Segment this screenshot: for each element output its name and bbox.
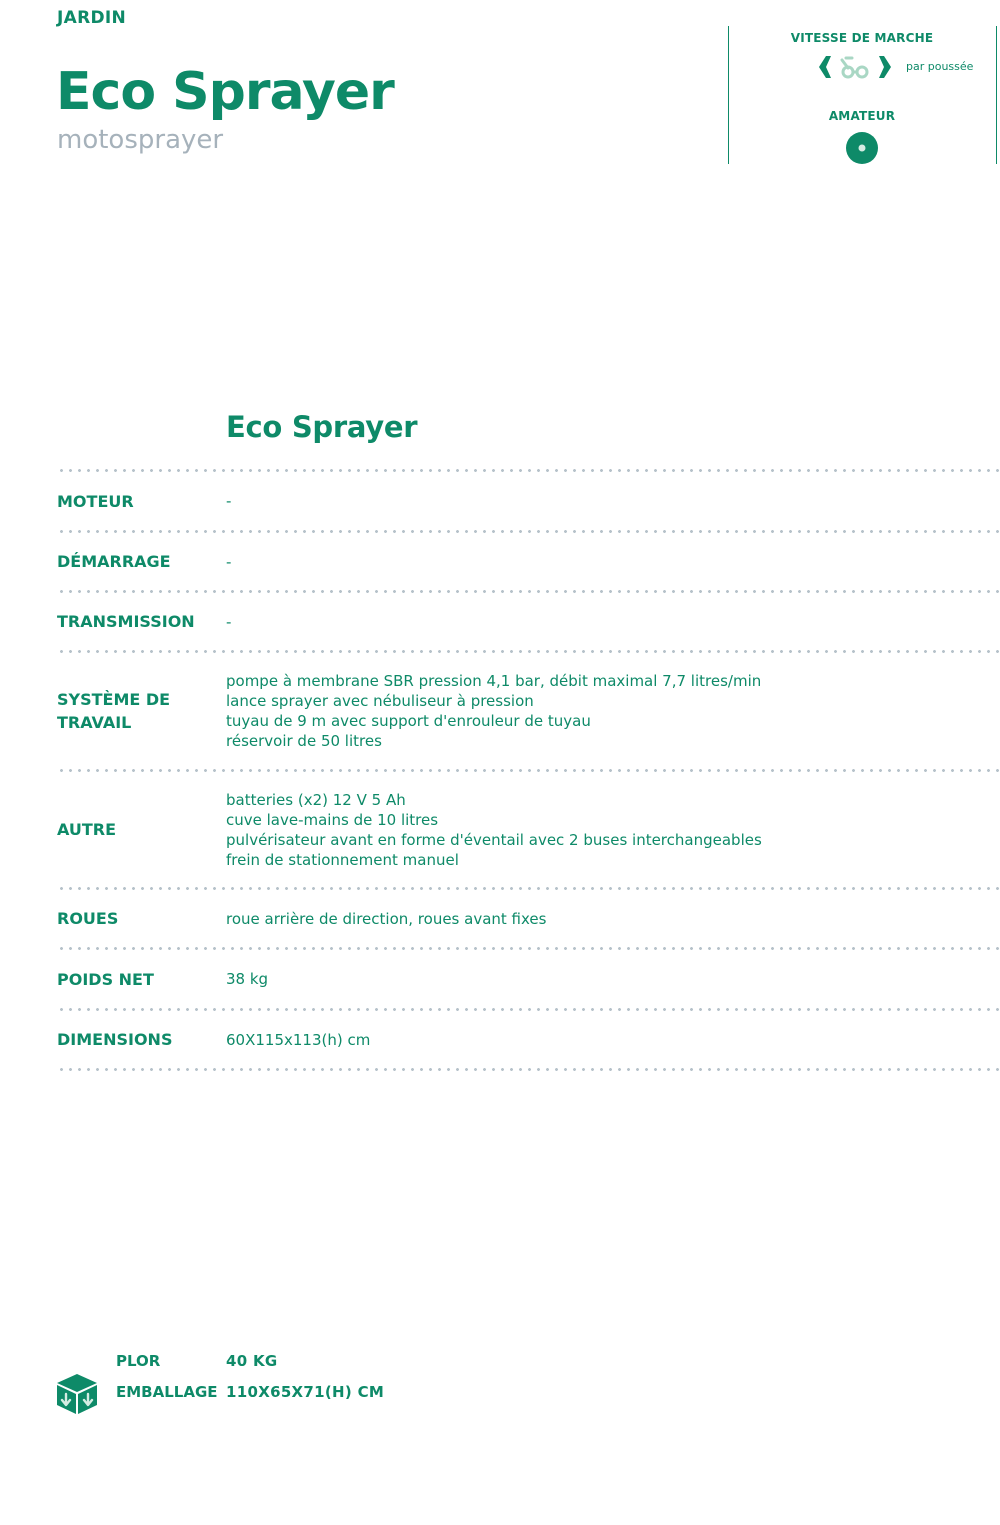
spec-value — [226, 671, 761, 751]
spec-line: - — [226, 492, 232, 510]
spec-row-moteur — [57, 472, 1000, 530]
speed-label: VITESSE DE MARCHE — [790, 31, 934, 45]
spec-model-title: Eco Sprayer — [226, 410, 418, 444]
row-separator — [57, 1068, 1000, 1071]
spec-label: MOTEUR — [57, 491, 134, 511]
spec-line: - — [226, 612, 232, 631]
spec-value — [226, 612, 231, 632]
product-subtitle: motosprayer — [57, 125, 224, 155]
product-title: Eco Sprayer — [56, 62, 394, 122]
spec-label: SYSTÈME DE TRAVAIL — [57, 690, 171, 732]
level-dot-icon — [845, 131, 879, 165]
spec-row-autre — [57, 772, 1000, 887]
spec-value — [226, 909, 546, 929]
spec-row-poids-net — [57, 950, 1000, 1008]
spec-row-transmission — [57, 593, 1000, 650]
spec-row-dimensions — [57, 1011, 1000, 1068]
spec-label: DÉMARRAGE — [57, 552, 171, 571]
badge-panel-right-border — [996, 26, 997, 164]
spec-label: TRANSMISSION — [57, 612, 195, 631]
spec-row-roues — [57, 890, 1000, 947]
package-size-value: 110X65X71(H) CM — [226, 1383, 385, 1401]
spec-label: DIMENSIONS — [57, 1030, 173, 1049]
spec-row-systeme-de-travail — [57, 653, 1000, 769]
spec-line: réservoir de 50 litres — [226, 732, 382, 750]
spec-line: lance sprayer avec nébuliseur à pression — [226, 692, 534, 710]
package-box-icon — [55, 1372, 99, 1416]
package-weight-label: PLOR — [116, 1352, 161, 1370]
level-label: AMATEUR — [828, 109, 896, 123]
spec-line: - — [226, 552, 232, 571]
spec-line: pompe à membrane SBR pression 4,1 bar, débit maximal 7,7 litres/min — [226, 672, 762, 690]
spec-line: tuyau de 9 m avec support d'enrouleur de tuyau — [226, 712, 591, 730]
speed-note: par poussée — [906, 60, 974, 73]
spec-line: cuve lave-mains de 10 litres — [226, 810, 439, 829]
spec-line: frein de stationnement manuel — [226, 850, 459, 869]
package-size-label: EMBALLAGE — [116, 1383, 218, 1401]
spec-line: batteries (x2) 12 V 5 Ah — [226, 790, 406, 809]
spec-value — [226, 790, 762, 870]
spec-value — [226, 969, 268, 989]
spec-line: 60X115x113(h) cm — [226, 1030, 371, 1049]
spec-value — [226, 491, 231, 511]
package-weight-value: 40 KG — [226, 1352, 278, 1370]
spec-line: pulvérisateur avant en forme d'éventail avec 2 buses interchangeables — [226, 830, 762, 849]
spec-line: 38 kg — [226, 970, 269, 988]
walk-speed-icon — [816, 52, 896, 82]
category-label: JARDIN — [57, 8, 127, 28]
spec-row-demarrage — [57, 533, 1000, 590]
spec-line: roue arrière de direction, roues avant fixes — [226, 909, 547, 928]
spec-label: POIDS NET — [57, 969, 154, 989]
badge-panel-left-border — [728, 26, 729, 164]
spec-label: AUTRE — [57, 820, 117, 839]
spec-value — [226, 552, 231, 572]
spec-value — [226, 1030, 370, 1050]
spec-label: ROUES — [57, 909, 119, 928]
